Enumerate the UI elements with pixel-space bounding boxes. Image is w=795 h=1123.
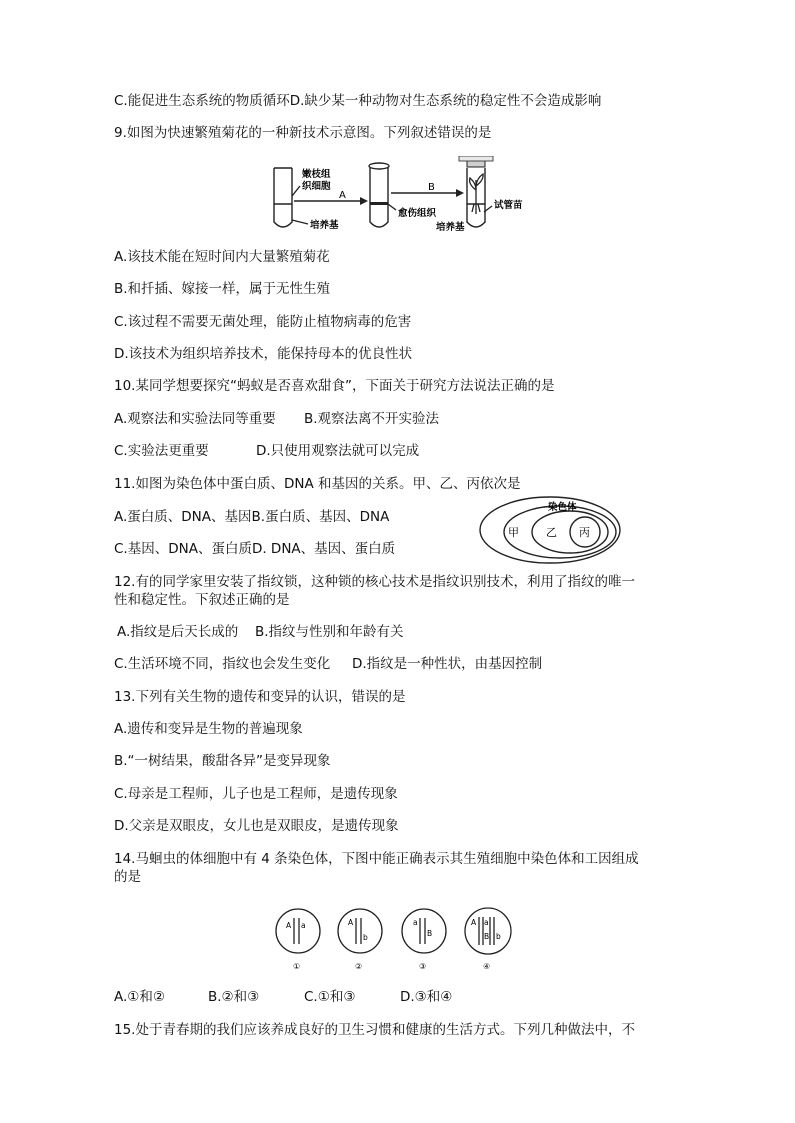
q10-stem: 10.某同学想要探究“蚂蚁是否喜欢甜食”，下面关于研究方法说法正确的是 xyxy=(114,378,555,394)
q10-option-a: A.观察法和实验法同等重要 xyxy=(114,411,276,427)
q14-stem-line1: 14.马蛔虫的体细胞中有 4 条染色体，下图中能正确表示其生殖细胞中染色体和工因组成 xyxy=(114,851,639,867)
q11-options-cd: C.基因、DNA、蛋白质D. DNA、基因、蛋白质 xyxy=(114,541,396,557)
cell-number-2: ② xyxy=(355,962,363,971)
q9-option-d: D.该技术为组织培养技术，能保持母本的优良性状 xyxy=(114,346,413,362)
label-jia: 甲 xyxy=(508,526,519,539)
q13-option-a: A.遗传和变异是生物的普遍现象 xyxy=(114,721,303,737)
label-callus: 愈伤组织 xyxy=(398,208,437,219)
label-yi: 乙 xyxy=(546,526,557,539)
label-tissue-1: 嫩枝组 xyxy=(302,169,331,180)
label-tissue-2: 织细胞 xyxy=(302,181,331,192)
chromosome-relation-diagram xyxy=(478,494,622,566)
q12-options-cd xyxy=(114,655,542,673)
q10-options-ab xyxy=(114,410,439,428)
q10-options-cd xyxy=(114,442,419,460)
q13-stem: 13.下列有关生物的遗传和变异的认识，错误的是 xyxy=(114,689,406,705)
q9-stem: 9.如图为快速繁殖菊花的一种新技术示意图。下列叙述错误的是 xyxy=(114,125,492,141)
q9-option-c: C.该过程不需要无菌处理，能防止植物病毒的危害 xyxy=(114,314,412,330)
cell2-gene-b-lower: b xyxy=(363,933,368,942)
q9-option-a: A.该技术能在短时间内大量繁殖菊花 xyxy=(114,249,330,265)
q14-stem-line2: 的是 xyxy=(114,869,141,885)
cell-number-3: ③ xyxy=(419,962,427,971)
q13-option-c: C.母亲是工程师，儿子也是工程师，是遗传现象 xyxy=(114,786,398,802)
cell1-gene-a-upper: A xyxy=(286,921,292,930)
q12-options-ab xyxy=(117,623,404,641)
germ-cell-diagram xyxy=(272,906,524,974)
q10-option-b: B.观察法离不开实验法 xyxy=(304,411,440,427)
q14-options xyxy=(114,988,452,1006)
label-bing: 丙 xyxy=(579,526,590,539)
cell2-gene-a-upper: A xyxy=(348,918,354,927)
q12-option-d: D.指纹是一种性状，由基因控制 xyxy=(352,656,543,672)
cell3-gene-a-lower: a xyxy=(413,918,418,927)
cell1-gene-a-lower: a xyxy=(301,921,306,930)
label-medium-1: 培养基 xyxy=(310,220,339,231)
q14-option-c: C.①和③ xyxy=(304,989,356,1005)
q10-option-c: C.实验法更重要 xyxy=(114,443,209,459)
q13-option-b: B.“一树结果，酸甜各异”是变异现象 xyxy=(114,753,331,769)
q12-option-b: B.指纹与性别和年龄有关 xyxy=(255,624,404,640)
cell3-gene-b-upper: B xyxy=(427,929,433,938)
q14-option-d: D.③和④ xyxy=(400,989,453,1005)
cell4-gene-b-upper: B xyxy=(484,932,490,941)
q12-option-c: C.生活环境不同，指纹也会发生变化 xyxy=(114,656,331,672)
q12-stem-line2: 性和稳定性。下叙述正确的是 xyxy=(114,592,290,608)
q13-option-d: D.父亲是双眼皮，女儿也是双眼皮，是遗传现象 xyxy=(114,818,399,834)
label-medium-2: 培养基 xyxy=(436,222,465,233)
cell-number-4: ④ xyxy=(483,962,491,971)
cell4-gene-b-lower: b xyxy=(496,932,501,941)
label-seedling: 试管苗 xyxy=(494,200,523,211)
tissue-culture-diagram xyxy=(264,156,534,236)
q10-option-d: D.只使用观察法就可以完成 xyxy=(256,443,420,459)
q14-option-b: B.②和③ xyxy=(208,989,260,1005)
q12-stem-line1: 12.有的同学家里安装了指纹锁，这种锁的核心技术是指纹识别技术，利用了指纹的唯一 xyxy=(114,574,635,590)
q8-options-cd: C.能促进生态系统的物质循环D.缺少某一种动物对生态系统的稳定性不会造成影响 xyxy=(114,93,602,109)
q11-stem: 11.如图为染色体中蛋白质、DNA 和基因的关系。甲、乙、丙依次是 xyxy=(114,476,521,492)
q14-option-a: A.①和② xyxy=(114,989,165,1005)
q15-stem: 15.处于青春期的我们应该养成良好的卫生习惯和健康的生活方式。下列几种做法中，不 xyxy=(114,1022,635,1038)
q12-option-a: A.指纹是后天长成的 xyxy=(117,624,239,640)
arrow-label-b: B xyxy=(428,182,435,193)
q9-option-b: B.和扦插、嫁接一样，属于无性生殖 xyxy=(114,281,331,297)
q11-options-ab: A.蛋白质、DNA、基因B.蛋白质、基因、DNA xyxy=(114,509,390,525)
cell-number-1: ① xyxy=(293,962,301,971)
cell4-gene-a-upper: A xyxy=(471,918,477,927)
label-chromosome: 染色体 xyxy=(548,502,577,513)
arrow-label-a: A xyxy=(339,190,346,201)
cell4-gene-a-lower: a xyxy=(484,918,489,927)
